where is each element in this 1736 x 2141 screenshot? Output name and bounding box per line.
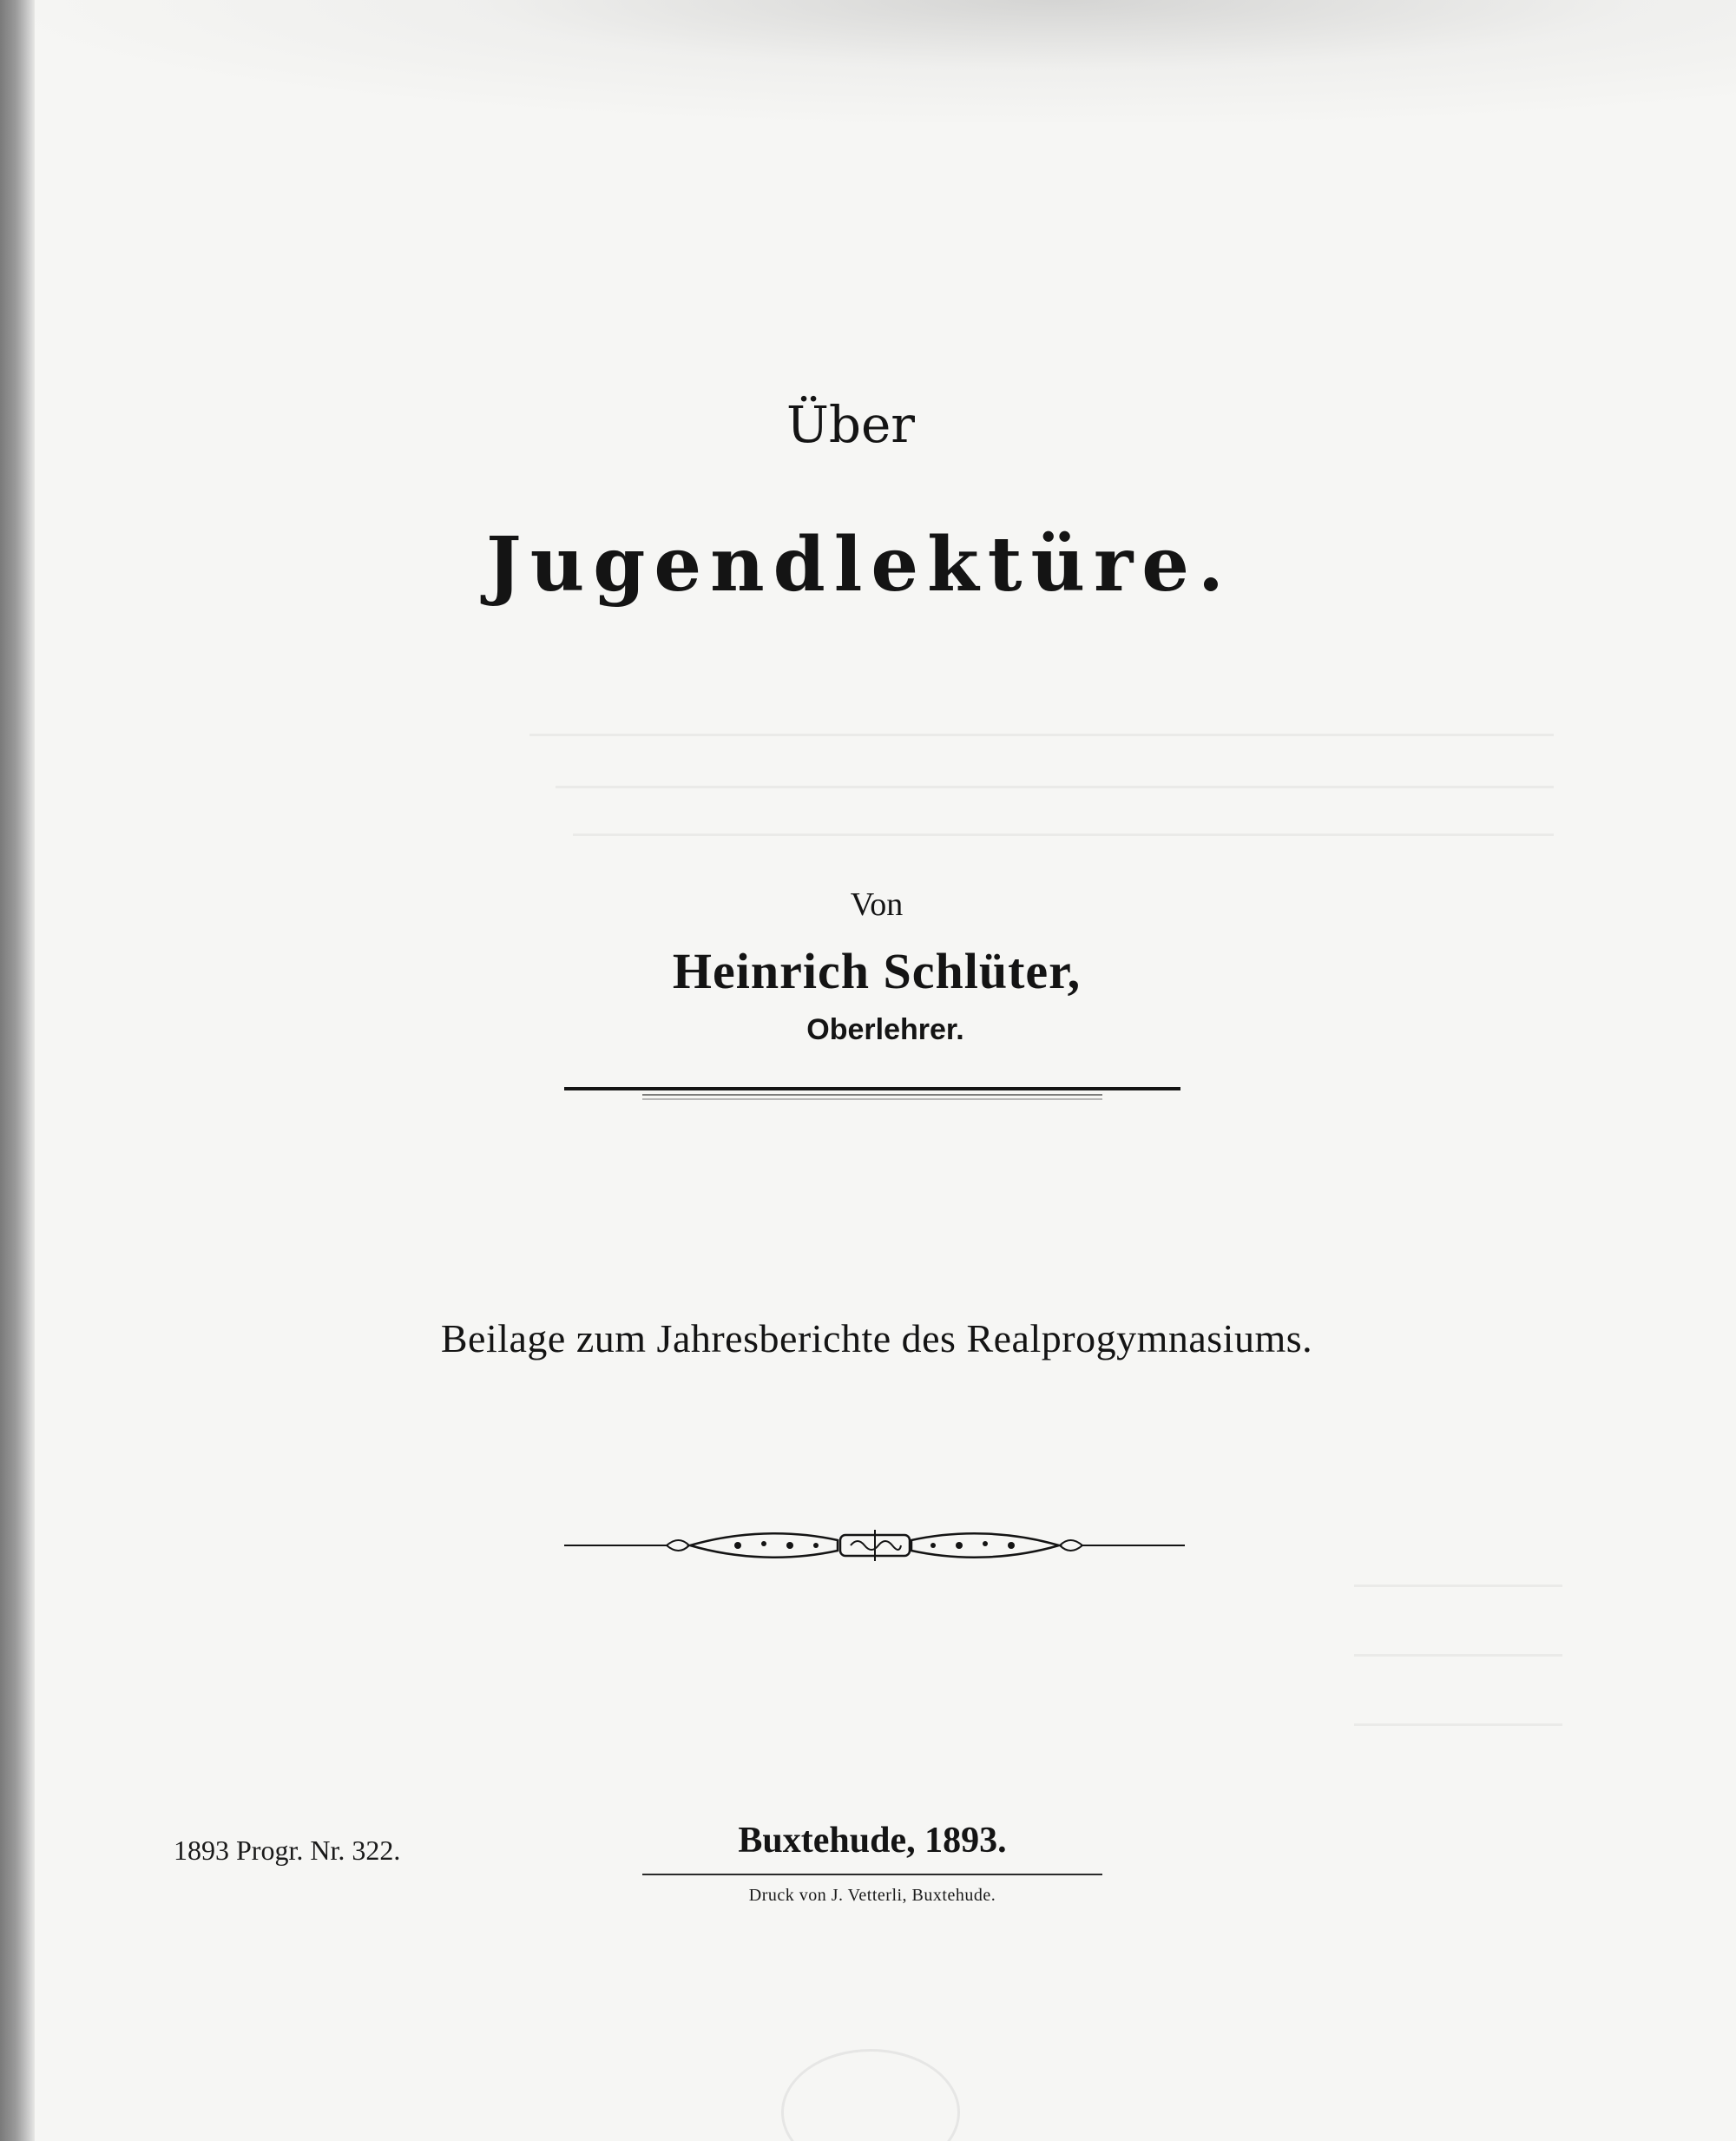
bleed-through-line [556, 786, 1554, 788]
place-and-year: Buxtehude, 1893. [738, 1821, 1007, 1861]
page-title: Jugendlektüre. [486, 521, 1233, 609]
imprint-rule [642, 1874, 1102, 1875]
decorative-ornament-icon [564, 1519, 1185, 1571]
printer-line: Druck von J. Vetterli, Buxtehude. [748, 1886, 996, 1905]
bleed-through-line [573, 833, 1554, 836]
library-stamp-ghost [781, 2049, 960, 2141]
imprint [642, 1815, 1102, 1906]
author-position: Oberlehrer. [806, 1013, 964, 1046]
author-name: Heinrich Schlüter, [672, 943, 1082, 999]
bleed-through-line [1354, 1723, 1562, 1726]
heading-small: Über [786, 395, 916, 454]
binding-edge [0, 0, 35, 2141]
bleed-through-line [1354, 1584, 1562, 1587]
bleed-through-line [529, 734, 1554, 736]
program-number: 1893 Progr. Nr. 322. [174, 1835, 401, 1866]
subtitle: Beilage zum Jahresberichte des Realprogymnasiums. [440, 1316, 1313, 1360]
byline-prefix: Von [850, 886, 904, 923]
scan-shadow [35, 0, 1736, 122]
double-rule-icon [564, 1084, 1180, 1101]
bleed-through-line [1354, 1654, 1562, 1657]
